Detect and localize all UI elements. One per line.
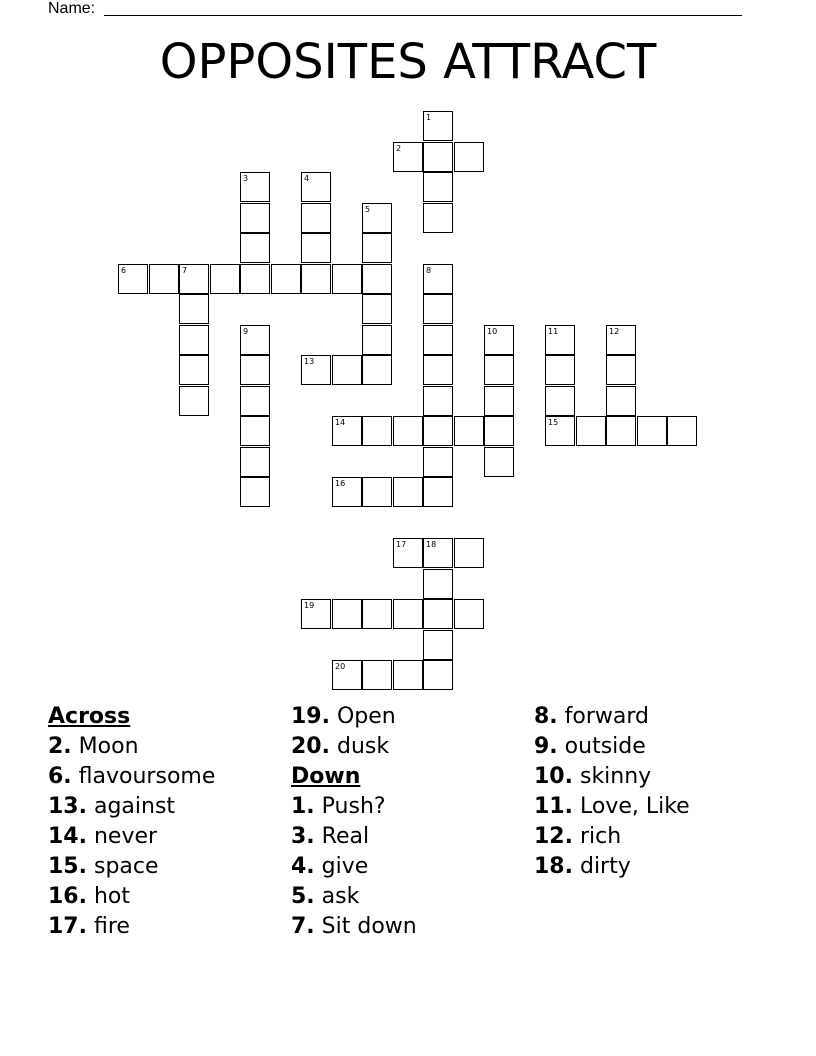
cell-number: 4 [304,174,310,183]
grid-cell[interactable] [423,142,453,172]
grid-cell[interactable] [393,599,423,629]
grid-cell[interactable] [637,416,667,446]
grid-cell[interactable] [484,416,514,446]
grid-cell[interactable] [240,355,270,385]
grid-cell[interactable] [423,630,453,660]
clue-item: 3. Real [291,824,370,849]
grid-cell[interactable] [179,386,209,416]
clue-item: 9. outside [534,734,646,759]
grid-cell[interactable] [179,294,209,324]
grid-cell[interactable] [332,355,362,385]
grid-cell[interactable] [362,203,392,233]
grid-cell[interactable] [240,447,270,477]
grid-cell[interactable] [454,599,484,629]
grid-cell[interactable] [362,264,392,294]
grid-cell[interactable] [393,142,423,172]
cell-number: 5 [365,205,371,214]
clue-item: 19. Open [291,704,396,729]
grid-cell[interactable] [118,264,148,294]
cell-number: 12 [609,327,620,336]
cell-number: 9 [243,327,249,336]
grid-cell[interactable] [301,599,331,629]
grid-cell[interactable] [362,416,392,446]
grid-cell[interactable] [423,386,453,416]
grid-cell[interactable] [423,447,453,477]
clue-item: 7. Sit down [291,914,417,939]
grid-cell[interactable] [606,386,636,416]
clue-column-1 [48,702,215,942]
cell-number: 19 [304,601,315,610]
grid-cell[interactable] [393,477,423,507]
clue-item: 14. never [48,824,158,849]
grid-cell[interactable] [606,416,636,446]
clue-item: 11. Love, Like [534,794,690,819]
grid-cell[interactable] [423,355,453,385]
grid-cell[interactable] [545,325,575,355]
clue-item: 18. dirty [534,854,631,879]
grid-cell[interactable] [423,660,453,690]
grid-cell[interactable] [240,325,270,355]
cell-number: 1 [426,113,432,122]
clue-item: 6. flavoursome [48,764,216,789]
grid-cell[interactable] [484,386,514,416]
grid-cell[interactable] [423,111,453,141]
grid-cell[interactable] [301,203,331,233]
grid-cell[interactable] [240,477,270,507]
clue-column-3 [534,702,690,882]
grid-cell[interactable] [210,264,240,294]
grid-cell[interactable] [393,416,423,446]
grid-cell[interactable] [393,538,423,568]
clue-item: 12. rich [534,824,622,849]
grid-cell[interactable] [423,203,453,233]
grid-cell[interactable] [484,325,514,355]
cell-number: 16 [335,479,346,488]
grid-cell[interactable] [179,264,209,294]
clue-item: 20. dusk [291,734,390,759]
grid-cell[interactable] [301,233,331,263]
grid-cell[interactable] [240,264,270,294]
cell-number: 3 [243,174,249,183]
clue-item: 2. Moon [48,734,139,759]
grid-cell[interactable] [362,233,392,263]
clue-item: 10. skinny [534,764,652,789]
grid-cell[interactable] [362,660,392,690]
grid-cell[interactable] [545,386,575,416]
clue-item: 1. Push? [291,794,386,819]
grid-cell[interactable] [332,416,362,446]
cell-number: 17 [396,540,407,549]
clue-item: 17. fire [48,914,130,939]
clue-item: 16. hot [48,884,131,909]
across-heading: Across [48,704,131,729]
cell-number: 10 [487,327,498,336]
grid-cell[interactable] [393,660,423,690]
cell-number: 20 [335,662,346,671]
cell-number: 18 [426,540,437,549]
grid-cell[interactable] [301,355,331,385]
grid-cell[interactable] [423,569,453,599]
grid-cell[interactable] [362,294,392,324]
cell-number: 14 [335,418,346,427]
grid-cell[interactable] [423,416,453,446]
grid-cell[interactable] [240,386,270,416]
grid-cell[interactable] [301,264,331,294]
grid-cell[interactable] [179,355,209,385]
grid-cell[interactable] [423,477,453,507]
grid-cell[interactable] [423,599,453,629]
grid-cell[interactable] [271,264,301,294]
clue-item: 15. space [48,854,159,879]
grid-cell[interactable] [606,355,636,385]
grid-cell[interactable] [454,416,484,446]
grid-cell[interactable] [332,264,362,294]
grid-cell[interactable] [301,172,331,202]
grid-cell[interactable] [545,416,575,446]
clue-item: 4. give [291,854,369,879]
grid-cell[interactable] [362,355,392,385]
clue-item: 8. forward [534,704,650,729]
grid-cell[interactable] [240,203,270,233]
cell-number: 6 [121,266,127,275]
cell-number: 8 [426,266,432,275]
grid-cell[interactable] [179,325,209,355]
grid-cell[interactable] [362,477,392,507]
grid-cell[interactable] [149,264,179,294]
name-label: Name: [48,0,96,17]
down-heading: Down [291,764,361,789]
grid-cell[interactable] [423,172,453,202]
grid-cell[interactable] [576,416,606,446]
grid-cell[interactable] [423,325,453,355]
grid-cell[interactable] [362,325,392,355]
grid-cell[interactable] [606,325,636,355]
clue-item: 5. ask [291,884,360,909]
grid-cell[interactable] [423,264,453,294]
cell-number: 13 [304,357,315,366]
grid-cell[interactable] [454,142,484,172]
grid-cell[interactable] [484,447,514,477]
clue-column-2 [291,702,417,942]
clue-item: 13. against [48,794,176,819]
cell-number: 7 [182,266,188,275]
cell-number: 15 [548,418,559,427]
grid-cell[interactable] [667,416,697,446]
grid-cell[interactable] [423,294,453,324]
grid-cell[interactable] [240,233,270,263]
page-title: OPPOSITES ATTRACT [159,34,657,90]
cell-number: 2 [396,144,402,153]
grid-cell[interactable] [332,477,362,507]
grid-cell[interactable] [332,660,362,690]
grid-cell[interactable] [484,355,514,385]
grid-cell[interactable] [545,355,575,385]
grid-cell[interactable] [423,538,453,568]
cell-number: 11 [548,327,559,336]
grid-cell[interactable] [362,599,392,629]
grid-cell[interactable] [240,172,270,202]
grid-cell[interactable] [240,416,270,446]
grid-cell[interactable] [454,538,484,568]
grid-cell[interactable] [332,599,362,629]
